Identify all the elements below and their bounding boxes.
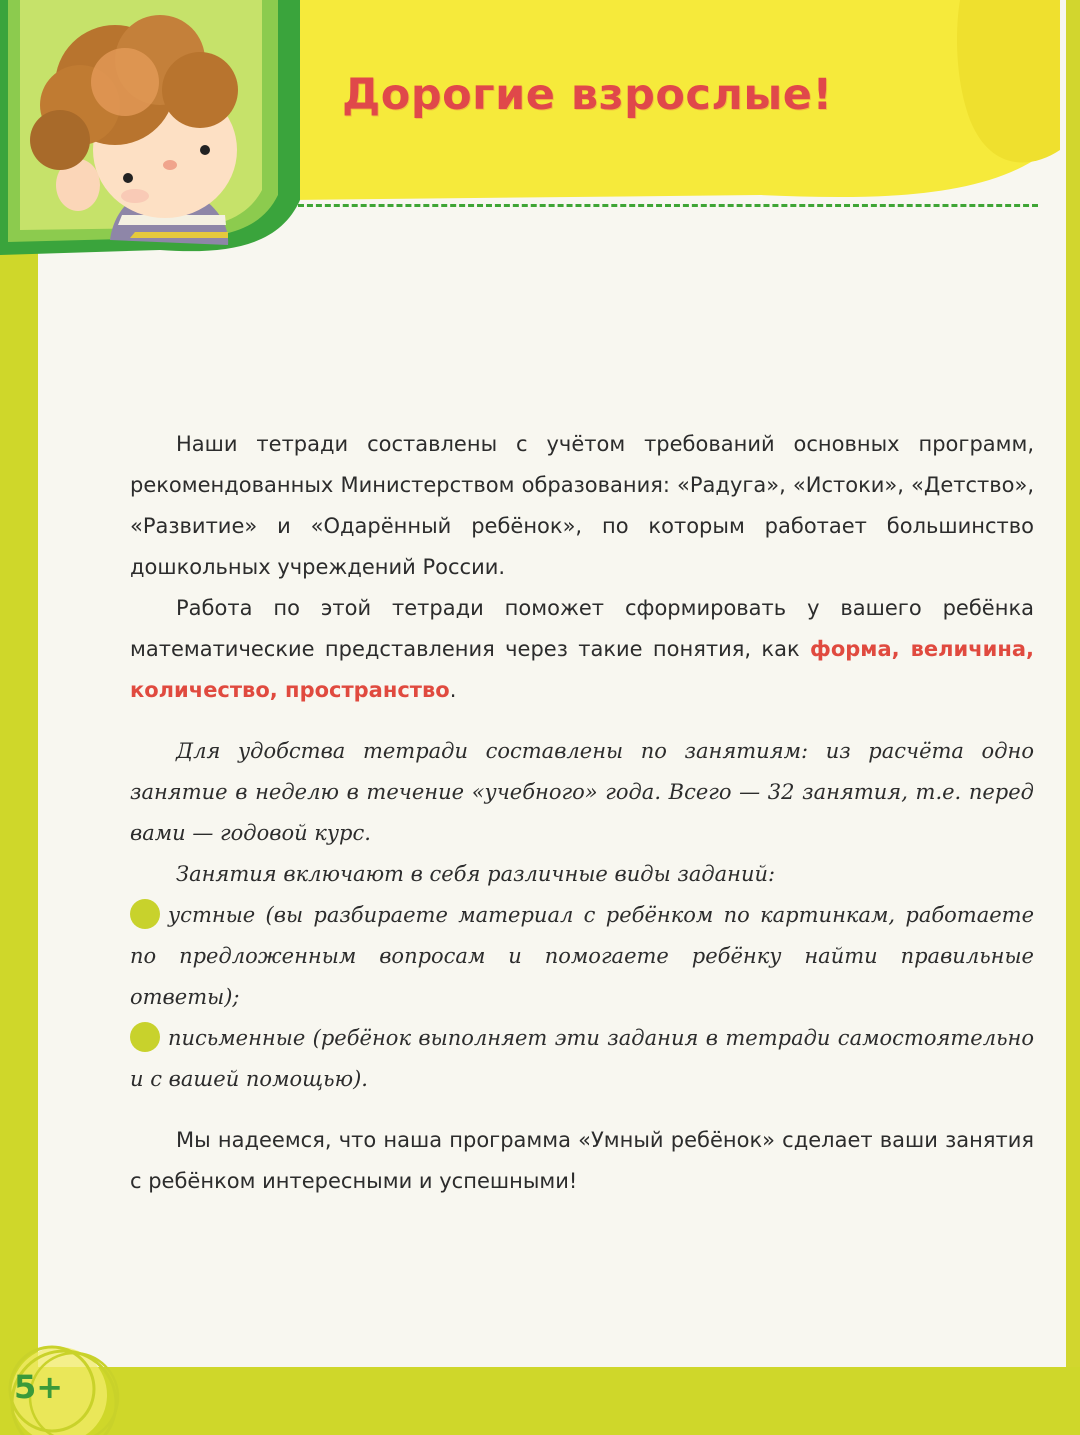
page-frame-bottom bbox=[0, 1367, 1080, 1435]
bullet-dot-icon bbox=[130, 1022, 160, 1052]
lessons-paragraph-schedule: Для удобства тетради составлены по занятиям: из расчёта одно занятие в неделю в течение «учебного» года. Всего — 32 занятия, т.е. перед вами — годовой курс. bbox=[130, 739, 1034, 845]
bullet-dot-icon bbox=[130, 899, 160, 929]
spacer bbox=[130, 1100, 1034, 1120]
intro-paragraph-programs: Наши тетради составлены с учётом требований основных программ, рекомендованных Министерством образования: «Радуга», «Истоки», «Детство», «Развитие» и «Одарённый ребёнок», по которым работает большинство дошкольных учреждений России. bbox=[130, 432, 1034, 579]
bullet-oral-tasks bbox=[130, 895, 1034, 1018]
lessons-paragraph-task-types: Занятия включают в себя различные виды заданий: bbox=[176, 862, 776, 886]
bullet-written-tasks bbox=[130, 1018, 1034, 1100]
bullet-oral-text: устные (вы разбираете материал с ребёнком по картинкам, работаете по предложенным вопросам и помогаете ребёнку найти правильные ответы); bbox=[130, 903, 1034, 1009]
page-title: Дорогие взрослые! bbox=[342, 70, 833, 120]
age-rating: 5+ bbox=[14, 1368, 64, 1406]
main-text bbox=[130, 424, 1034, 1202]
child-portrait bbox=[0, 0, 300, 255]
intro-concepts-end: . bbox=[449, 678, 457, 702]
intro-concepts-text: Работа по этой тетради поможет сформировать у вашего ребёнка математические представления через такие понятия, как bbox=[130, 596, 1034, 661]
concepts-highlight: форма, величина, количество, пространство bbox=[130, 637, 1034, 702]
spacer bbox=[130, 711, 1034, 731]
bullet-written-text: письменные (ребёнок выполняет эти задания в тетради самостоятельно и с вашей помощью). bbox=[130, 1026, 1034, 1091]
closing-paragraph: Мы надеемся, что наша программа «Умный ребёнок» сделает ваши занятия с ребёнком интересными и успешными! bbox=[130, 1128, 1034, 1193]
intro-paragraph-concepts bbox=[130, 588, 1034, 711]
header-dashed-divider bbox=[298, 204, 1038, 207]
